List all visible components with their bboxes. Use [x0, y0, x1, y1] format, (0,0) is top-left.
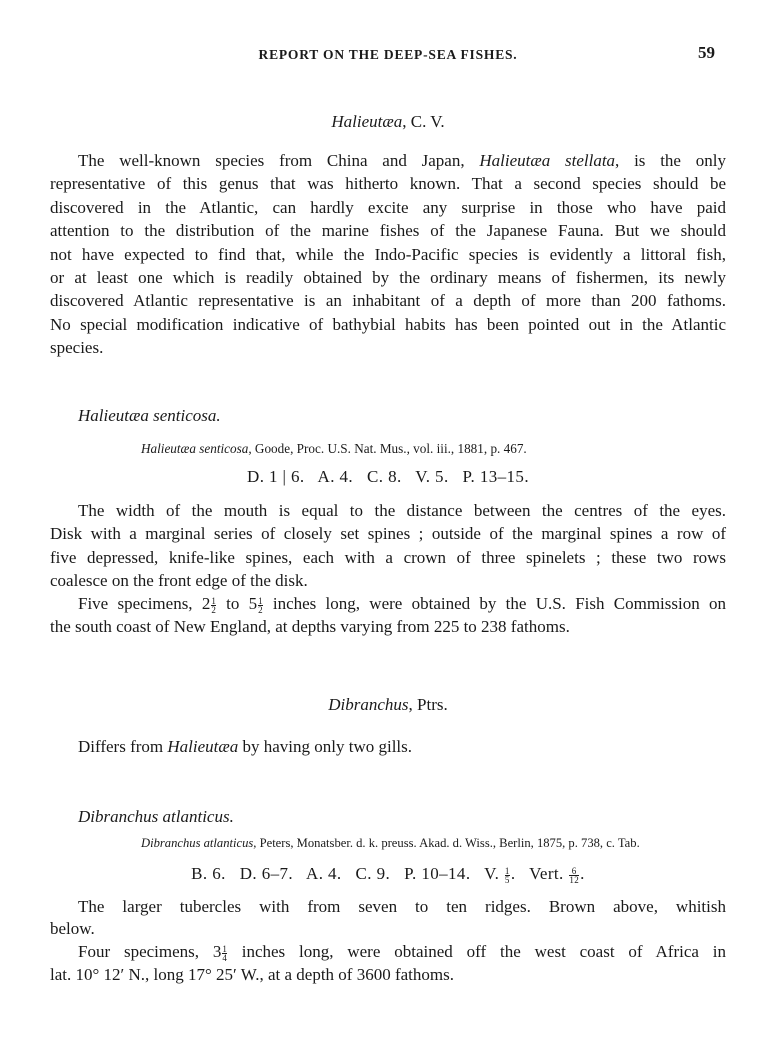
italic-genus-name: Halieutæa — [167, 737, 239, 756]
senticosa-description-line: five depressed, knife-like spines, each with a crown of three spinelets ; these two rows — [50, 547, 726, 567]
halieutaea-paragraph-line — [50, 198, 726, 218]
text-run: . — [580, 864, 585, 883]
text-run: Differs from — [78, 737, 168, 756]
text-run: attention to the distribution of the marine fishes of the Japanese Fauna. But we should — [50, 221, 726, 241]
text-run: inches long, were obtained by the U.S. Fish Commission on — [263, 594, 726, 613]
halieutaea-paragraph-line — [50, 338, 103, 358]
text-run: inches long, were obtained off the west coast of Africa in — [227, 942, 726, 961]
reference-name: Halieutæa senticosa — [141, 441, 249, 456]
halieutaea-paragraph-line — [50, 245, 726, 265]
atlanticus-description-line2: below. — [50, 919, 95, 938]
fraction-denominator: 5 — [504, 874, 510, 885]
running-title: REPORT ON THE DEEP-SEA FISHES. — [258, 47, 518, 62]
text-run: not have expected to find that, while the Indo-Pacific species is evidently a littoral fish, — [50, 244, 726, 264]
text-run: , is the only — [615, 151, 726, 170]
halieutaea-paragraph-line — [78, 151, 726, 171]
text-run: discovered in the Atlantic, can hardly excite any surprise in those who have paid — [50, 197, 726, 217]
fraction-numerator: 1 — [222, 943, 227, 954]
senticosa-description-line: The width of the mouth is equal to the distance between the centres of the eyes. — [78, 501, 726, 520]
fin-formula-senticosa: D. 1 | 6. A. 4. C. 8. V. 5. P. 13–15. — [247, 467, 529, 486]
text-run: Four specimens, 3 — [78, 942, 222, 961]
text-run: Five specimens, 2 — [78, 594, 211, 613]
fraction-denominator: 2 — [258, 604, 263, 615]
text-run: discovered Atlantic representative is an inhabitant of a depth of more than 200 fathoms. — [50, 291, 726, 311]
genus-name: Halieutæa — [331, 112, 403, 131]
reference-name: Dibranchus atlanticus — [141, 836, 254, 850]
fraction-numerator: 1 — [504, 865, 510, 876]
reference-citation: , Goode, Proc. U.S. Nat. Mus., vol. iii., 1881, p. 467. — [248, 441, 527, 456]
dibranchus-differs-line — [78, 737, 412, 757]
fraction-ventral — [505, 867, 510, 884]
species-heading-senticosa: Halieutæa senticosa. — [78, 406, 221, 425]
genus-authority: , C. V. — [402, 112, 445, 131]
text-run: by having only two gills. — [238, 737, 413, 756]
text-run: to 5 — [216, 594, 258, 613]
fraction-numerator: 6 — [569, 867, 579, 876]
fraction-vertebrae — [569, 867, 579, 884]
halieutaea-paragraph-line — [50, 221, 726, 241]
fraction-numerator: 1 — [211, 595, 216, 606]
text-run: B. 6. D. 6–7. A. 4. C. 9. P. 10–14. V. — [191, 864, 504, 883]
fraction-quarter — [222, 945, 227, 962]
text-run: No special modification indicative of bathybial habits has been pointed out in the Atlantic — [50, 314, 726, 334]
species-heading-atlanticus: Dibranchus atlanticus. — [78, 807, 234, 826]
fraction-denominator: 12 — [569, 874, 580, 885]
senticosa-specimens-line1 — [78, 594, 726, 614]
reference-senticosa — [141, 441, 527, 457]
fraction-denominator: 4 — [222, 952, 227, 963]
text-run: species. — [50, 338, 104, 358]
halieutaea-paragraph-line — [50, 268, 726, 288]
fraction-numerator: 1 — [258, 595, 263, 606]
senticosa-description-line: coalesce on the front edge of the disk. — [50, 571, 308, 591]
fraction-half — [258, 597, 263, 614]
fraction-denominator: 2 — [211, 604, 216, 615]
reference-atlanticus — [141, 836, 640, 851]
atlanticus-specimens-line1 — [78, 942, 726, 962]
genus-heading-dibranchus — [0, 695, 776, 715]
text-run: representative of this genus that was hitherto known. That a second species should be — [50, 174, 726, 194]
genus-authority: , Ptrs. — [408, 695, 448, 714]
page-number: 59 — [698, 43, 715, 62]
atlanticus-description-line1: The larger tubercles with from seven to ten ridges. Brown above, whitish — [78, 897, 726, 916]
text-run: . Vert. — [510, 864, 569, 883]
fin-formula-atlanticus — [0, 864, 776, 884]
halieutaea-paragraph-line — [50, 174, 726, 194]
fraction-half — [211, 597, 216, 614]
atlanticus-specimens-line2: lat. 10° 12′ N., long 17° 25′ W., at a depth of 3600 fathoms. — [50, 965, 454, 984]
text-run: The well-known species from China and Japan, — [78, 151, 480, 170]
genus-name: Dibranchus — [328, 695, 409, 714]
genus-heading-halieutaea — [0, 112, 776, 132]
italic-species-name: Halieutæa stellata — [479, 151, 616, 170]
text-run: or at least one which is readily obtained by the ordinary means of fishermen, its newly — [50, 268, 726, 287]
halieutaea-paragraph-line — [50, 315, 726, 335]
reference-citation: , Peters, Monatsber. d. k. preuss. Akad. d. Wiss., Berlin, 1875, p. 738, c. Tab. — [253, 836, 640, 850]
senticosa-description-line: Disk with a marginal series of closely set spines ; outside of the marginal spines a row of — [50, 524, 726, 544]
senticosa-specimens-line2: the south coast of New England, at depths varying from 225 to 238 fathoms. — [50, 617, 570, 636]
halieutaea-paragraph-line — [50, 291, 726, 311]
